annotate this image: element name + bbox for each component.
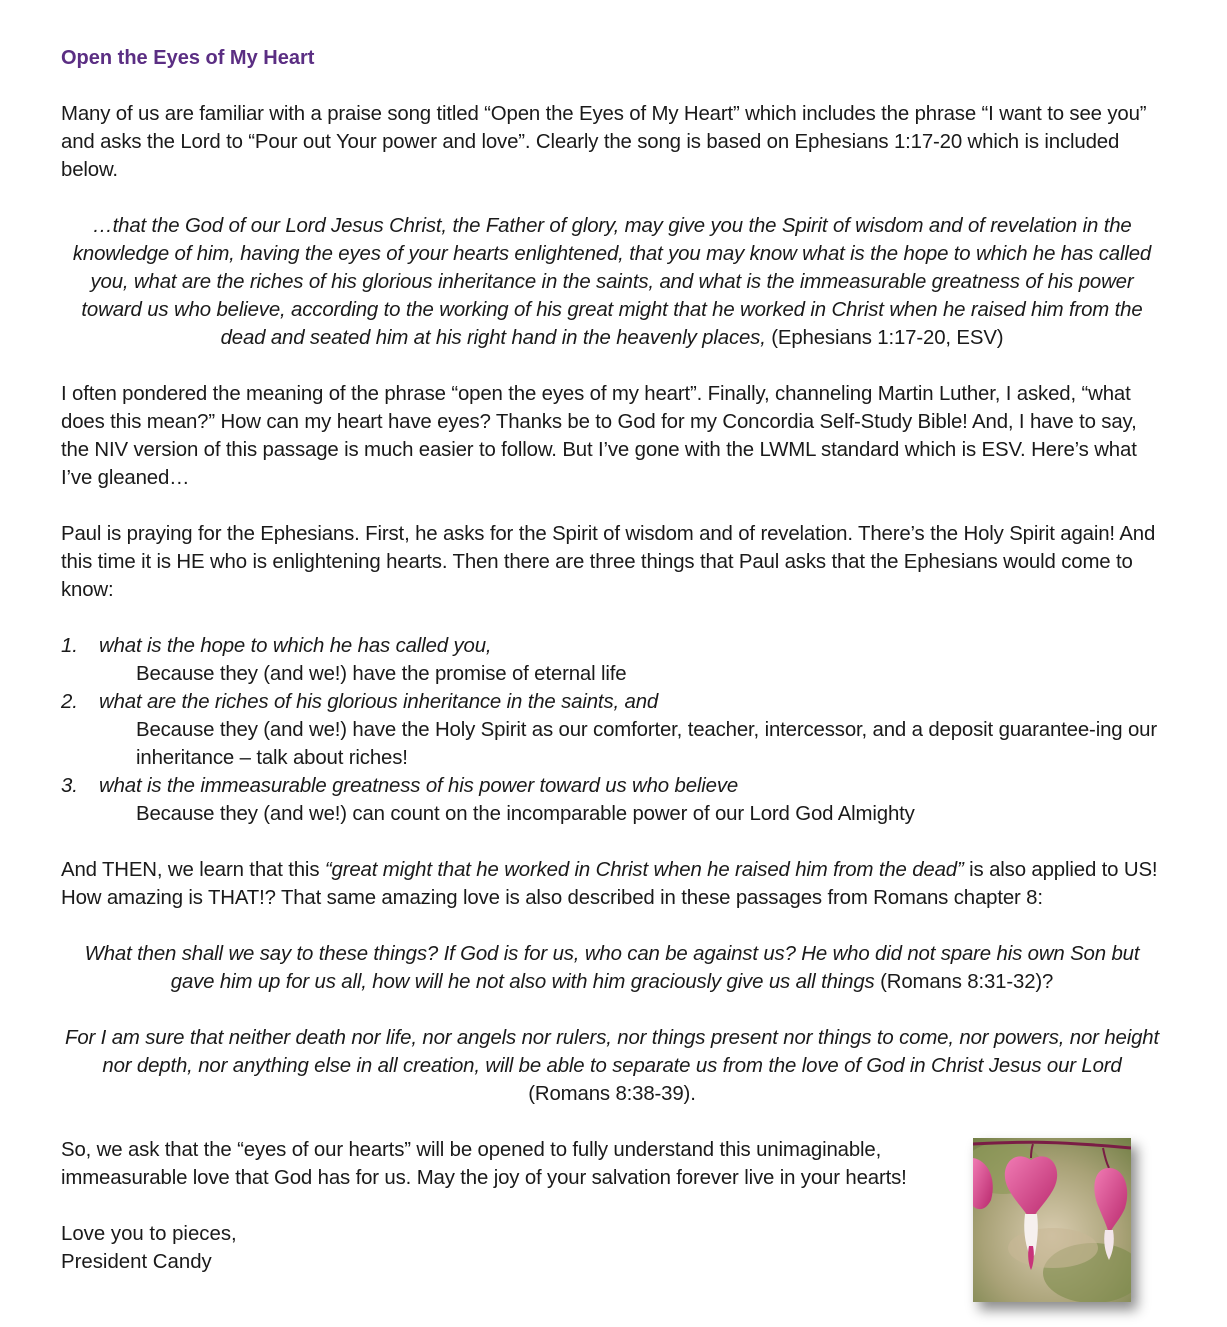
list-item-explanation: Because they (and we!) have the promise of eternal life xyxy=(136,663,627,685)
list-item-explanation: Because they (and we!) have the Holy Spirit as our comforter, teacher, intercessor, and a deposit guarantee-ing our inheritance – talk about riches! xyxy=(136,719,1157,769)
list-item-text: what are the riches of his glorious inheritance in the saints, and xyxy=(99,691,659,713)
page-title: Open the Eyes of My Heart xyxy=(61,47,315,69)
bleeding-heart-flower-photo xyxy=(973,1138,1131,1302)
pondered-paragraph: I often pondered the meaning of the phrase “open the eyes of my heart”. Finally, channeling Martin Luther, I asked, “what does this mean?” How can my heart have eyes? Thanks be to God for my Concordia Self-Study Bible! And, I have to say, the NIV version of this passage is much easier to follow. But I’ve gone with the LWML standard which is ESV. Here’s what I’ve gleaned… xyxy=(61,383,1137,489)
ephesians-quote xyxy=(61,212,1163,352)
romans-quote-2-text: For I am sure that neither death nor life, nor angels nor rulers, nor things present nor things to come, nor powers, nor height nor depth, nor anything else in all creation, will be able to separate us from the love of God in Christ Jesus our Lord xyxy=(65,1027,1159,1077)
list-item xyxy=(61,632,1163,688)
signoff-line-1: Love you to pieces, xyxy=(61,1223,237,1245)
then-paragraph-start: And THEN, we learn that this xyxy=(61,859,325,881)
romans-quote-1-text: What then shall we say to these things? If God is for us, who can be against us? He who did not spare his own Son but gave him up for us all, how will he not also with him graciously give us all things xyxy=(84,943,1140,993)
then-paragraph xyxy=(61,856,1163,912)
list-item xyxy=(61,772,1163,828)
intro-paragraph: Many of us are familiar with a praise song titled “Open the Eyes of My Heart” which includes the phrase “I want to see you” and asks the Lord to “Pour out Your power and love”. Clearly the song is based on Ephesians 1:17-20 which is included below. xyxy=(61,103,1147,181)
then-paragraph-end: is also applied to US! How amazing is THAT!? That same amazing love is also described in these passages from Romans chapter 8: xyxy=(61,859,1158,909)
ephesians-quote-reference: (Ephesians 1:17-20, ESV) xyxy=(765,327,1004,349)
then-paragraph-italic-quote: “great might that he worked in Christ when he raised him from the dead” xyxy=(324,859,964,881)
list-item xyxy=(61,688,1163,772)
list-item-explanation: Because they (and we!) can count on the incomparable power of our Lord God Almighty xyxy=(136,803,915,825)
list-item-text: what is the hope to which he has called you, xyxy=(99,635,492,657)
letter-page xyxy=(61,44,1163,1276)
list-item-number: 3. xyxy=(61,775,78,797)
flower-illustration-icon xyxy=(973,1138,1131,1302)
romans-quote-1 xyxy=(61,940,1163,996)
numbered-list xyxy=(61,632,1163,828)
romans-quote-2-reference: (Romans 8:38-39). xyxy=(528,1083,696,1105)
list-item-number: 2. xyxy=(61,691,78,713)
closing-paragraph: So, we ask that the “eyes of our hearts” will be opened to fully understand this unimaginable, immeasurable love that God has for us. May the joy of your salvation forever live in your hearts! xyxy=(61,1139,907,1189)
romans-quote-1-reference: (Romans 8:31-32)? xyxy=(874,971,1054,993)
romans-quote-2 xyxy=(61,1024,1163,1108)
signoff-signature: President Candy xyxy=(61,1251,212,1273)
paul-paragraph: Paul is praying for the Ephesians. First, he asks for the Spirit of wisdom and of revelation. There’s the Holy Spirit again! And this time it is HE who is enlightening hearts. Then there are three things that Paul asks that the Ephesians would come to know: xyxy=(61,523,1156,601)
list-item-number: 1. xyxy=(61,635,78,657)
ephesians-quote-text: …that the God of our Lord Jesus Christ, the Father of glory, may give you the Spirit of wisdom and of revelation in the knowledge of him, having the eyes of your hearts enlightened, that you may know what is the hope to which he has called you, what are the riches of his glorious inheritance in the saints, and what is the immeasurable greatness of his power toward us who believe, according to the working of his great might that he worked in Christ when he raised him from the dead and seated him at his right hand in the heavenly places, xyxy=(72,215,1152,349)
list-item-text: what is the immeasurable greatness of his power toward us who believe xyxy=(99,775,739,797)
